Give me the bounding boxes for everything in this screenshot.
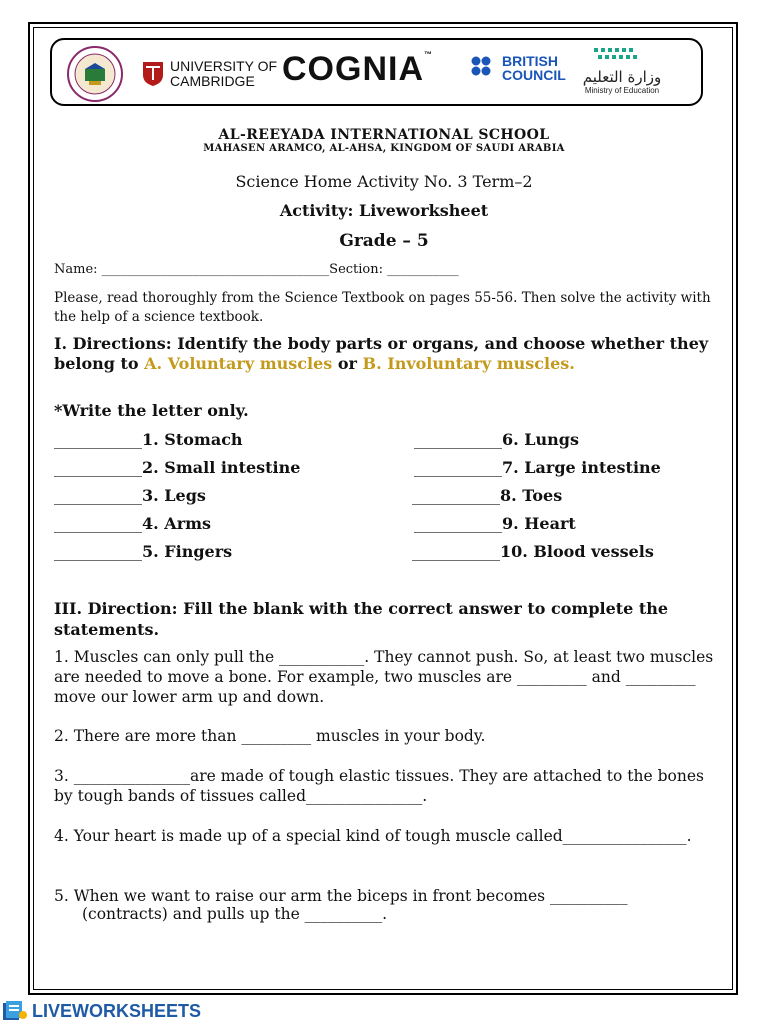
question-3[interactable]: 3. _______________are made of tough elastic tissues. They are attached to the bones by tough bands of tissues called_______________.	[54, 767, 704, 805]
list-item	[412, 542, 654, 561]
item-label: 9. Heart	[502, 514, 576, 533]
option-b-label: B. Involuntary muscles.	[362, 354, 575, 373]
cambridge-line1: UNIVERSITY OF	[170, 58, 278, 74]
liveworksheets-logo[interactable]	[2, 1000, 201, 1022]
ministry-english: Ministry of Education	[584, 86, 660, 95]
list-item	[414, 514, 576, 533]
question-5-line2[interactable]: (contracts) and pulls up the __________.	[82, 905, 388, 923]
answer-blank[interactable]: ___________	[412, 542, 500, 561]
school-crest-icon	[66, 45, 124, 103]
answer-blank[interactable]: ___________	[54, 486, 142, 505]
name-section-line[interactable]: Name: ___________________________________Section: ___________	[54, 262, 459, 277]
item-label: 3. Legs	[142, 486, 206, 505]
british-council-line2: COUNCIL	[502, 67, 566, 83]
question-5[interactable]: 5. When we want to raise our arm the biceps in front becomes __________	[54, 887, 628, 905]
ministry-pattern-icon	[592, 46, 652, 64]
list-item	[54, 542, 232, 561]
cognia-logo	[282, 50, 433, 89]
british-council-line1: BRITISH	[502, 53, 558, 69]
ministry-arabic: وزارة التعليم	[582, 68, 662, 86]
answer-blank[interactable]: ___________	[412, 486, 500, 505]
list-item	[414, 458, 661, 477]
list-item	[412, 486, 562, 505]
or-text: or	[332, 354, 363, 373]
section1-directions-text: I. Directions: Identify the body parts or organs, and choose whether they belong to	[54, 334, 709, 373]
question-4[interactable]: 4. Your heart is made up of a special kind of tough muscle called________________.	[54, 827, 692, 845]
list-item	[54, 458, 300, 477]
write-letter-note: *Write the letter only.	[54, 401, 249, 420]
intro-paragraph: Please, read thoroughly from the Science Textbook on pages 55-56. Then solve the activity with the help of a science textbook.	[54, 290, 711, 325]
question-2[interactable]: 2. There are more than _________ muscles in your body.	[54, 727, 486, 745]
answer-blank[interactable]: ___________	[54, 458, 142, 477]
answer-blank[interactable]: ___________	[54, 542, 142, 561]
activity-subtitle: Activity: Liveworksheet	[279, 201, 489, 220]
item-label: 10. Blood vessels	[500, 542, 654, 561]
item-label: 2. Small intestine	[142, 458, 301, 477]
answer-blank[interactable]: ___________	[54, 430, 142, 449]
liveworksheets-icon	[2, 1000, 28, 1022]
item-label: 5. Fingers	[142, 542, 233, 561]
answer-blank[interactable]: ___________	[414, 514, 502, 533]
cambridge-line2: CAMBRIDGE	[170, 73, 255, 89]
school-name: AL-REEYADA INTERNATIONAL SCHOOL	[218, 127, 550, 143]
cambridge-logo	[142, 52, 277, 96]
british-council-dots-icon	[470, 55, 496, 81]
item-label: 4. Arms	[142, 514, 212, 533]
item-label: 8. Toes	[500, 486, 563, 505]
list-item	[414, 430, 579, 449]
item-label: 1. Stomach	[142, 430, 243, 449]
answer-blank[interactable]: ___________	[414, 458, 502, 477]
section1-directions	[54, 334, 714, 374]
item-label: 7. Large intestine	[502, 458, 661, 477]
grade-heading: Grade – 5	[339, 231, 429, 251]
question-1[interactable]: 1. Muscles can only pull the ___________. They cannot push. So, at least two muscles are needed to move a bone. For example, two muscles are _________ and _________ move our lower arm up and down.	[54, 648, 714, 706]
answer-blank[interactable]: ___________	[414, 430, 502, 449]
school-address: MAHASEN ARAMCO, AL-AHSA, KINGDOM OF SAUDI ARABIA	[203, 143, 565, 154]
answer-blank[interactable]: ___________	[54, 514, 142, 533]
list-item	[54, 430, 243, 449]
list-item	[54, 514, 211, 533]
section3-directions: III. Direction: Fill the blank with the correct answer to complete the statements.	[54, 599, 669, 639]
ministry-logo	[562, 46, 682, 102]
option-a-label: A. Voluntary muscles	[144, 354, 333, 373]
cognia-text: COGNIA	[282, 50, 424, 88]
activity-title: Science Home Activity No. 3 Term–2	[235, 172, 533, 191]
logo-banner	[50, 38, 703, 106]
cognia-tm: ™	[424, 50, 433, 59]
liveworksheets-text: LIVEWORKSHEETS	[32, 1000, 202, 1021]
british-council-logo	[470, 54, 566, 82]
list-item	[54, 486, 206, 505]
cambridge-shield-icon	[142, 61, 164, 87]
item-label: 6. Lungs	[502, 430, 579, 449]
